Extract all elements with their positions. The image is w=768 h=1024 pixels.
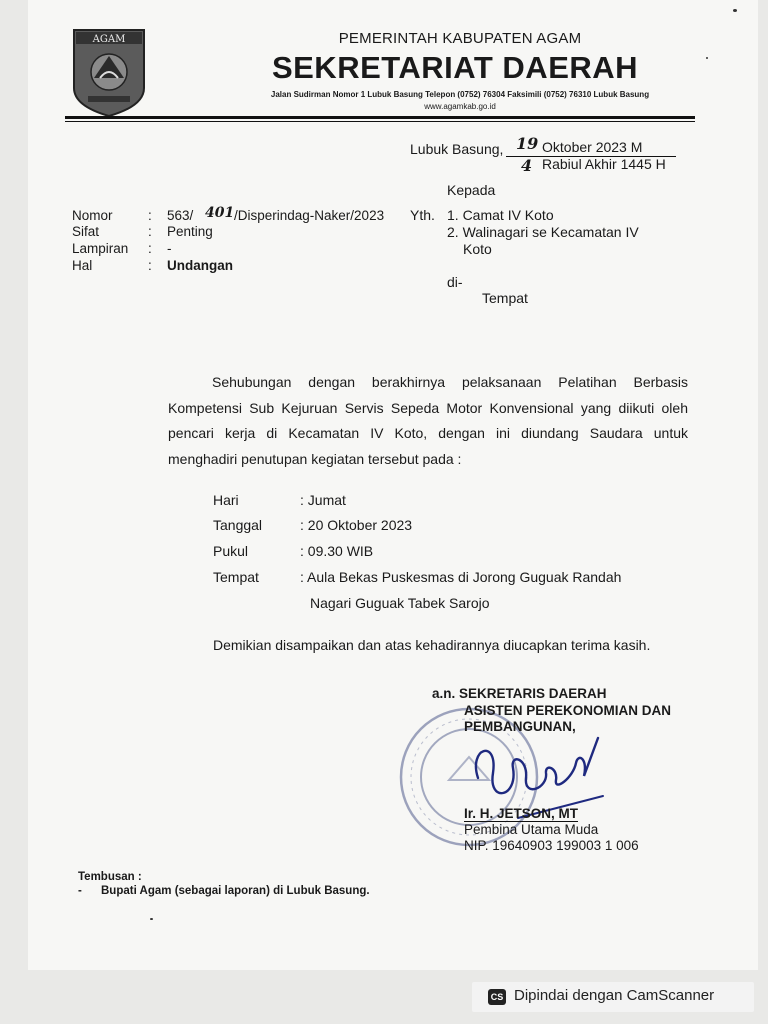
recipient-item: 2. Walinagari se Kecamatan IV: [447, 224, 639, 240]
meta-label-hal: Hal: [72, 258, 93, 273]
date-hijri-day-handwritten: 4: [521, 156, 533, 175]
scan-speck: [706, 57, 708, 59]
meta-sep: :: [148, 241, 152, 256]
camscanner-text: Dipindai dengan CamScanner: [514, 987, 715, 1004]
body-paragraph: Sehubungan dengan berakhirnya pelaksanaan Pelatihan Berbasis Kompetensi Sub Kejuruan Servis Sepeda Motor Konvensional yang diikuti oleh pencari kerja di Kecamatan IV Koto, dengan ini diundang Saudara untuk menghadiri penutupan kegiatan tersebut pada :: [168, 374, 688, 467]
detail-value-tanggal: : 20 Oktober 2023: [300, 517, 413, 533]
detail-value-hari: : Jumat: [300, 492, 346, 508]
recipient-kepada: Kepada: [447, 182, 496, 198]
detail-label-tempat: Tempat: [213, 569, 259, 585]
recipient-yth: Yth.: [410, 207, 435, 223]
meta-sep: :: [148, 224, 152, 239]
detail-label-pukul: Pukul: [213, 543, 249, 559]
detail-value-tempat: : Aula Bekas Puskesmas di Jorong Guguak Randah: [300, 569, 622, 585]
date-place: Lubuk Basung,: [410, 141, 504, 157]
meta-value-sifat: Penting: [167, 224, 213, 239]
recipient-item: 1. Camat IV Koto: [447, 207, 554, 223]
recipient-di: di-: [447, 274, 463, 290]
closing-text: Demikian disampaikan dan atas kehadirannya diucapkan terima kasih.: [213, 637, 651, 653]
government-name: PEMERINTAH KABUPATEN AGAM: [338, 30, 582, 47]
meta-label-nomor: Nomor: [72, 208, 113, 223]
cc-title: Tembusan :: [78, 871, 142, 883]
signature-name: Ir. H. JETSON, MT: [464, 806, 579, 821]
date-hijri: Rabiul Akhir 1445 H: [542, 156, 666, 172]
office-website: www.agamkab.go.id: [424, 102, 496, 111]
meta-label-lampiran: Lampiran: [72, 241, 129, 256]
cc-item: Bupati Agam (sebagai laporan) di Lubuk Basung.: [101, 885, 370, 897]
camscanner-logo-icon: CS: [488, 989, 506, 1005]
date-gregorian: Oktober 2023 M: [542, 139, 643, 155]
crest-label: AGAM: [92, 34, 126, 45]
recipient-item: Koto: [463, 241, 492, 257]
meta-nomor-handwritten: 401: [205, 205, 235, 221]
detail-value-tempat-cont: Nagari Guguak Tabek Sarojo: [310, 595, 490, 611]
signature-title-2: ASISTEN PEREKONOMIAN DAN: [464, 703, 672, 718]
detail-value-pukul: : 09.30 WIB: [300, 543, 374, 559]
signature-title-3: PEMBANGUNAN,: [464, 719, 576, 734]
detail-label-hari: Hari: [213, 492, 239, 508]
letter-body: [168, 370, 688, 472]
meta-value-hal: Undangan: [167, 258, 233, 273]
meta-label-sifat: Sifat: [72, 224, 100, 239]
meta-sep: :: [148, 258, 152, 273]
signature-title-1: a.n. SEKRETARIS DAERAH: [432, 686, 607, 701]
agam-crest-icon: [70, 26, 148, 118]
signature-rank: Pembina Utama Muda: [464, 822, 599, 837]
meta-value-lampiran: -: [167, 241, 172, 256]
office-name: SEKRETARIAT DAERAH: [271, 50, 639, 85]
letterhead-rule-thin: [65, 121, 695, 122]
cc-dash: -: [78, 885, 82, 897]
recipient-tempat: Tempat: [482, 290, 528, 306]
meta-sep: :: [148, 208, 152, 223]
meta-nomor-suffix: /Disperindag-Naker/2023: [234, 208, 385, 223]
scan-speck: [150, 918, 153, 920]
date-day-handwritten: 19: [516, 134, 539, 153]
detail-label-tanggal: Tanggal: [213, 517, 263, 533]
office-address: Jalan Sudirman Nomor 1 Lubuk Basung Telepon (0752) 76304 Faksimili (0752) 76310 Lubuk Basung: [270, 90, 650, 99]
letterhead-rule-thick: [65, 116, 695, 119]
meta-nomor-prefix: 563/: [167, 208, 194, 223]
scan-speck: [733, 9, 737, 12]
signature-nip: NIP. 19640903 199003 1 006: [464, 838, 639, 853]
